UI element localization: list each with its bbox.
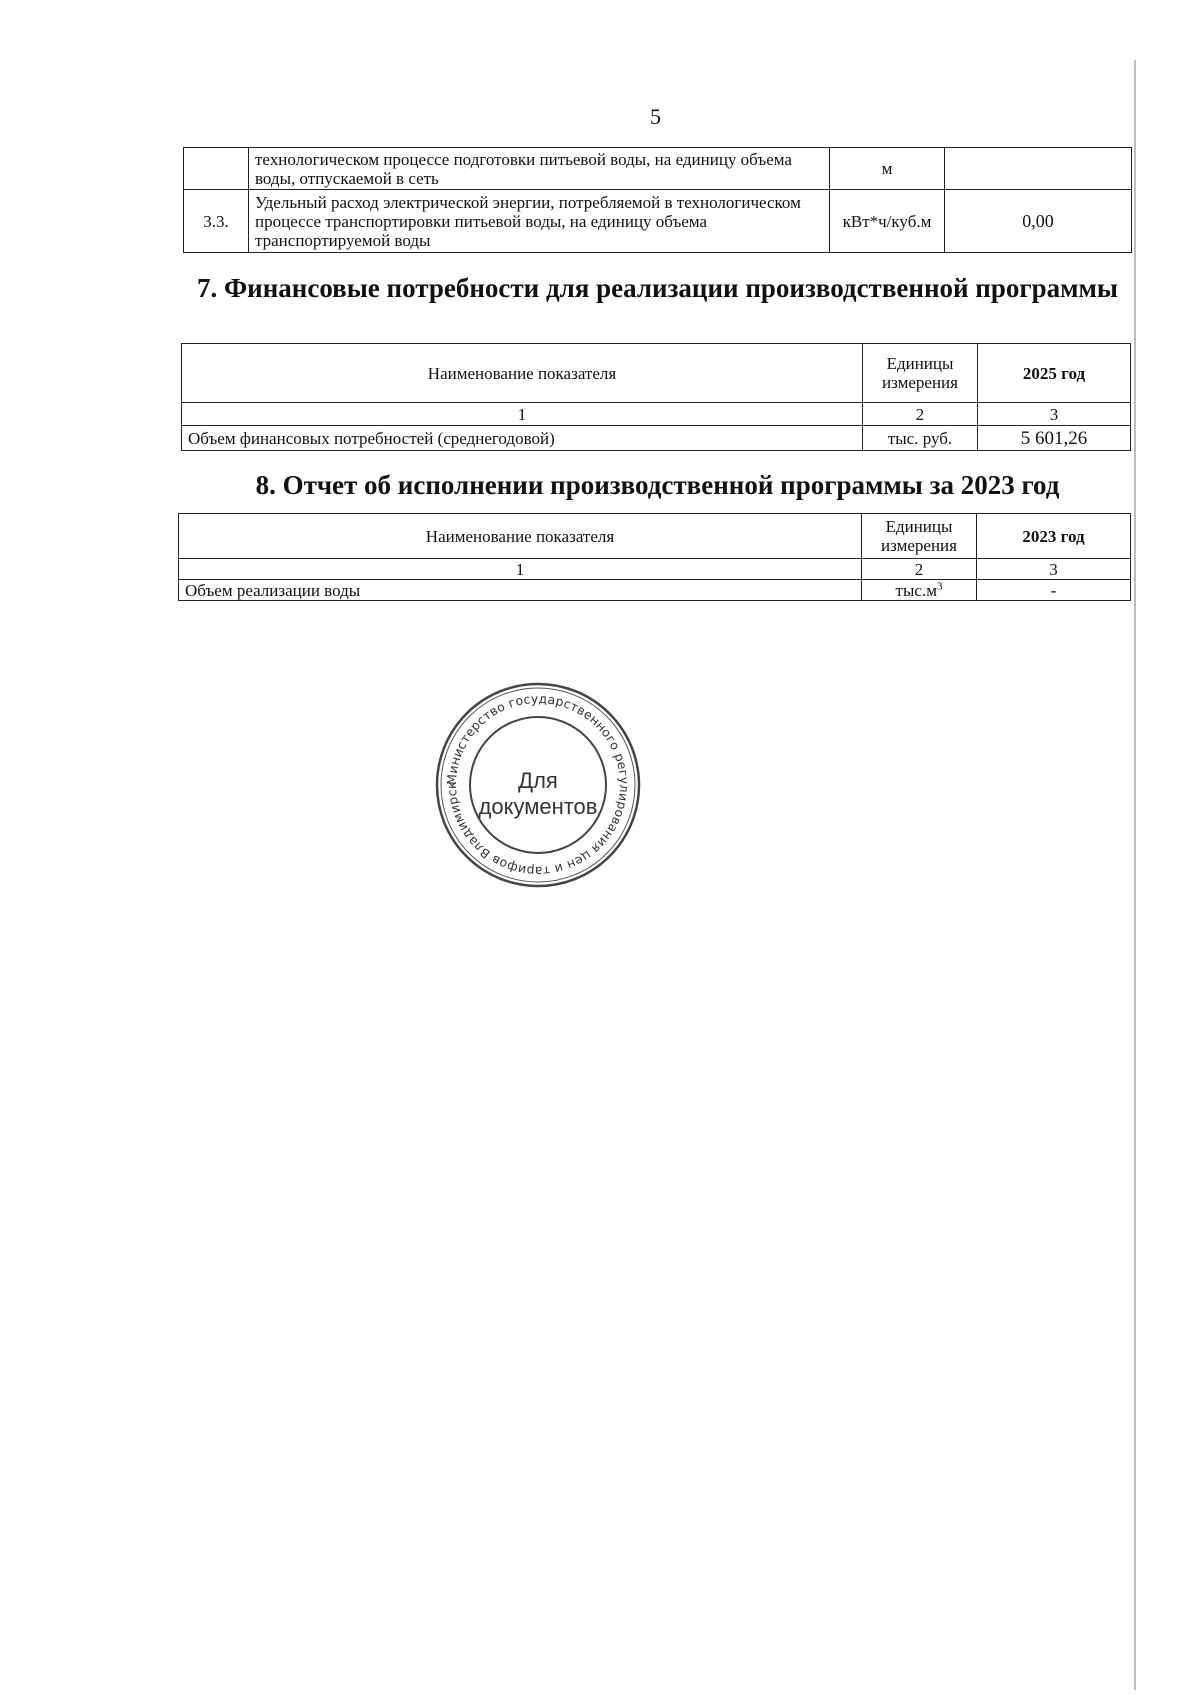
scan-edge-line	[1134, 60, 1136, 1690]
table-header-row	[182, 344, 1131, 403]
indicator-value: 0,00	[945, 190, 1132, 253]
continuation-table	[183, 147, 1132, 253]
row-number: 3.3.	[184, 190, 249, 253]
indicator-value: -	[977, 580, 1131, 601]
index-cell: 2	[863, 403, 978, 426]
section-8-title: 8. Отчет об исполнении производственной программы за 2023 год	[255, 470, 1060, 500]
index-cell: 3	[978, 403, 1131, 426]
header-year: 2025 год	[978, 344, 1131, 403]
index-cell: 3	[977, 559, 1131, 580]
index-cell: 1	[179, 559, 862, 580]
table-header-row	[179, 514, 1131, 559]
stamp-center-text	[433, 768, 643, 820]
index-cell: 2	[862, 559, 977, 580]
indicator-name: технологическом процессе подготовки питьевой воды, на единицу объема воды, отпускаемой в сеть	[249, 148, 830, 190]
svg-text:Министерство государственного: Министерство государственного регулирования цен и тарифов Владимирск	[443, 690, 633, 880]
indicator-name: Удельный расход электрической энергии, потребляемой в технологическом процессе транспортировки питьевой воды, на единицу объема транспортируемой воды	[249, 190, 830, 253]
index-cell: 1	[182, 403, 863, 426]
header-name: Наименование показателя	[179, 514, 862, 559]
program-report-table	[178, 513, 1131, 601]
header-year: 2023 год	[977, 514, 1131, 559]
row-number	[184, 148, 249, 190]
indicator-value: 5 601,26	[978, 426, 1131, 451]
indicator-name: Объем финансовых потребностей (среднегодовой)	[182, 426, 863, 451]
official-stamp	[433, 680, 643, 890]
table-row	[179, 580, 1131, 601]
indicator-unit: м	[830, 148, 945, 190]
stamp-line-1: Для	[518, 768, 558, 793]
header-name: Наименование показателя	[182, 344, 863, 403]
indicator-unit	[862, 580, 977, 601]
indicator-unit: кВт*ч/куб.м	[830, 190, 945, 253]
table-row	[184, 190, 1132, 253]
table-index-row	[179, 559, 1131, 580]
indicator-unit: тыс. руб.	[863, 426, 978, 451]
indicator-value	[945, 148, 1132, 190]
unit-text: тыс.м	[895, 580, 937, 600]
financial-needs-table	[181, 343, 1131, 451]
header-unit: Единицы измерения	[863, 344, 978, 403]
table-row	[182, 426, 1131, 451]
table-row	[184, 148, 1132, 190]
header-unit: Единицы измерения	[862, 514, 977, 559]
section-7-title: 7. Финансовые потребности для реализации производственной программы	[196, 273, 1119, 303]
indicator-name: Объем реализации воды	[179, 580, 862, 601]
table-index-row	[182, 403, 1131, 426]
page-number: 5	[650, 104, 661, 129]
stamp-line-2: документов	[478, 794, 598, 819]
unit-superscript: 3	[936, 579, 943, 592]
